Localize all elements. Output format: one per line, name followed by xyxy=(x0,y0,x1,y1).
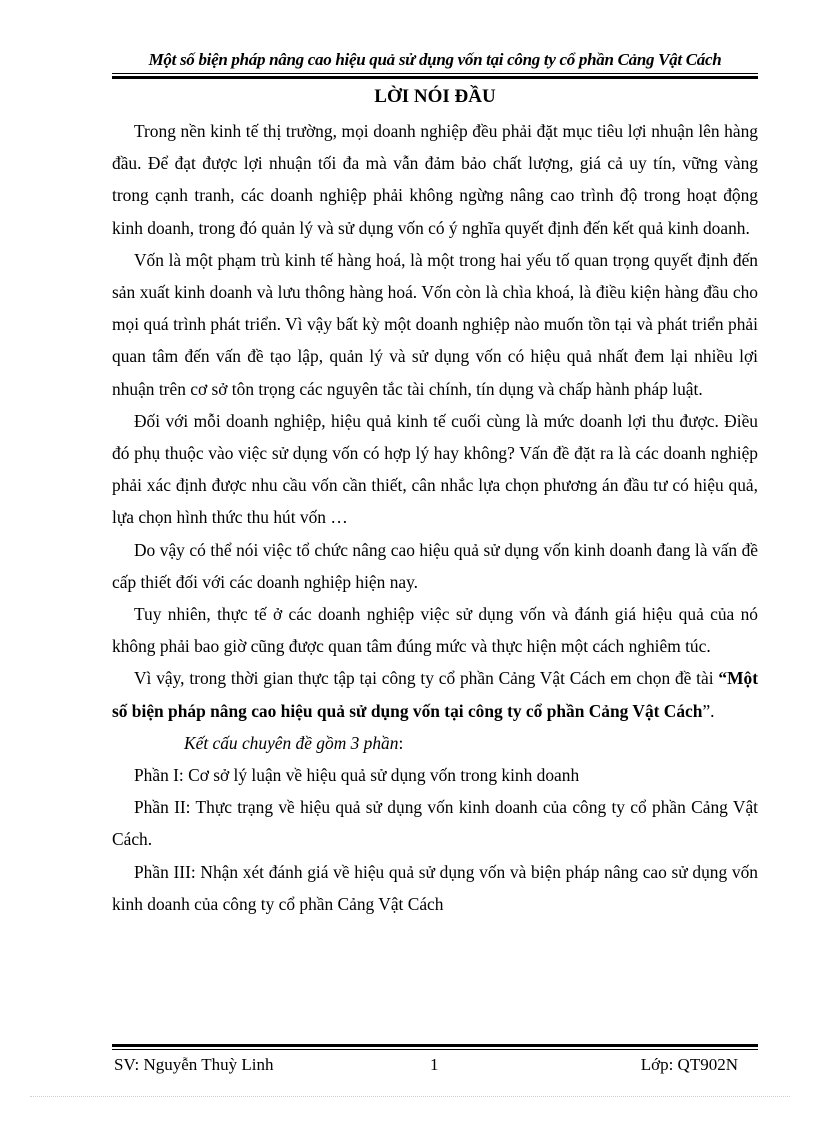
section-title: LỜI NÓI ĐẦU xyxy=(374,86,496,107)
page-footer xyxy=(112,1052,758,1078)
class-code: Lớp: QT902N xyxy=(640,1055,738,1074)
paragraph: Do vậy có thể nói việc tổ chức nâng cao hiệu quả sử dụng vốn kinh doanh đang là vấn đề cấp thiết đối với các doanh nghiệp hiện nay. xyxy=(112,539,758,592)
header-rule-thick xyxy=(112,76,758,79)
structure-heading-text: Kết cấu chuyên đề gồm 3 phần xyxy=(184,732,399,753)
paragraph: Trong nền kinh tế thị trường, mọi doanh nghiệp đều phải đặt mục tiêu lợi nhuận lên hàng đầu. Để đạt được lợi nhuận tối đa mà vẫn đảm bảo chất lượng, giá cả uy tín, vững vàng trong cạnh tranh, các doanh nghiệp phải không ngừng nâng cao trình độ trong hoạt động kinh doanh, trong đó quản lý và sử dụng vốn có ý nghĩa quyết định đến kết quả kinh doanh. xyxy=(112,121,758,238)
header-rule-thin xyxy=(112,73,758,74)
footer-rule-thick xyxy=(112,1044,758,1047)
topic-end: ”. xyxy=(702,700,715,721)
page-edge-divider xyxy=(30,1096,790,1097)
structure-heading-colon: : xyxy=(398,732,404,753)
structure-part: Phần III: Nhận xét đánh giá về hiệu quả sử dụng vốn và biện pháp nâng cao sử dụng vốn kinh doanh của công ty cổ phần Cảng Vật Cách xyxy=(112,861,758,914)
page-number: 1 xyxy=(430,1055,439,1074)
footer-rule-thin xyxy=(112,1049,758,1050)
topic-paragraph xyxy=(112,662,758,726)
paragraph: Vốn là một phạm trù kinh tế hàng hoá, là một trong hai yếu tố quan trọng quyết định đến sản xuất kinh doanh và lưu thông hàng hoá. Vốn còn là chìa khoá, là điều kiện hàng đầu cho mọi quá trình phát triển. Vì vậy bất kỳ một doanh nghiệp nào muốn tồn tại và phát triển phải quan tâm đến vấn đề tạo lập, quản lý và sử dụng vốn có hiệu quả nhất đem lại nhiều lợi nhuận trên cơ sở tôn trọng các nguyên tắc tài chính, tín dụng và chấp hành pháp luật. xyxy=(112,249,758,399)
structure-heading xyxy=(112,727,758,759)
topic-intro: Vì vậy, trong thời gian thực tập tại công ty cổ phần Cảng Vật Cách em chọn đề tài xyxy=(134,668,719,689)
structure-part: Phần II: Thực trạng về hiệu quả sử dụng vốn kinh doanh của công ty cổ phần Cảng Vật Cách. xyxy=(112,797,758,850)
structure-part: Phần I: Cơ sở lý luận về hiệu quả sử dụng vốn trong kinh doanh xyxy=(134,765,580,786)
student-name: SV: Nguyễn Thuỳ Linh xyxy=(114,1055,274,1074)
document-body xyxy=(112,115,758,920)
paragraph: Đối với mỗi doanh nghiệp, hiệu quả kinh tế cuối cùng là mức doanh lợi thu được. Điều đó phụ thuộc vào việc sử dụng vốn có hợp lý hay không? Vấn đề đặt ra là các doanh nghiệp phải xác định được nhu cầu vốn cần thiết, cân nhắc lựa chọn phương án đầu tư có hiệu quả, lựa chọn hình thức thu hút vốn … xyxy=(112,410,758,528)
running-header: Một số biện pháp nâng cao hiệu quả sử dụng vốn tại công ty cổ phần Cảng Vật Cách xyxy=(148,50,722,69)
paragraph: Tuy nhiên, thực tế ở các doanh nghiệp việc sử dụng vốn và đánh giá hiệu quả của nó không phải bao giờ cũng được quan tâm đúng mức và thực hiện một cách nghiêm túc. xyxy=(112,604,758,657)
topic-title: “Một số biện pháp nâng cao hiệu quả sử dụng vốn tại công ty cổ phần Cảng Vật Cách xyxy=(112,668,758,721)
